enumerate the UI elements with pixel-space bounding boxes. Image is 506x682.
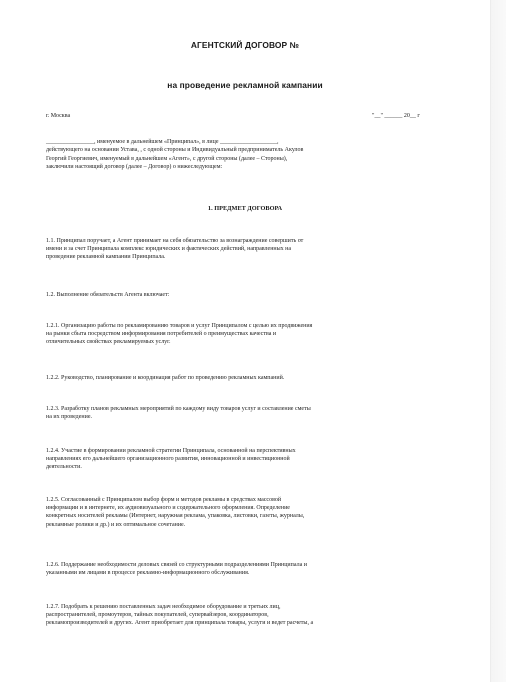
text-line: 1.2. Выполнение обязательств Агента включает:	[46, 292, 170, 298]
section-heading: 1. ПРЕДМЕТ ДОГОВОРА	[207, 205, 283, 212]
text-line: ________________, именуемое в дальнейшем «Принципал», в лице ___________________,	[46, 139, 279, 145]
text-line: конкретных носителей рекламы (Интернет, наружная реклама, упаковка, листовки, газеты, журналы,	[46, 513, 305, 520]
text-line: 1.2.6. Поддержание необходимости деловых связей со структурными подразделениями Принципала и	[46, 562, 307, 568]
text-line: действующего на основании Устава, , с одной стороны и Индивидуальный предприниматель Акулов	[46, 147, 304, 154]
clause-1-2-1	[46, 322, 458, 347]
text-line: рекламопроизводителей и других. Агент приобретает для принципала товары, услуги и ведет расчеты, а	[46, 620, 314, 627]
text-line: 1.2.1. Организацию работы по рекламированию товаров и услуг Принципалом с целью их продвижения	[46, 323, 313, 329]
document-city: г. Москва	[46, 113, 71, 119]
text-line: Георгий Георгиевич, именуемый в дальнейшем «Агент», с другой стороны (далее – Стороны),	[46, 155, 288, 162]
document-date: "__" ______ 20__ г	[372, 113, 420, 119]
clause-1-2-7	[46, 603, 458, 628]
text-line: на рынки сбыта посредством информирования потребителей о преимуществах качества и	[46, 331, 277, 338]
document-title: АГЕНТСКИЙ ДОГОВОР №	[190, 40, 300, 50]
text-line: 1.2.4. Участие в формировании рекламной стратегии Принципала, основанной на перспективных	[46, 448, 296, 454]
clause-1-2-2	[46, 374, 458, 382]
page-edge	[490, 0, 506, 682]
clause-1-2-6	[46, 561, 458, 577]
text-line: информации и в интернете, их аудиовизуального и содержательного оформления. Определение	[46, 505, 290, 512]
clause-1-2-5	[46, 496, 458, 529]
text-line: 1.2.2. Руководство, планирование и координация работ по проведению рекламных кампаний.	[46, 375, 285, 381]
parties-paragraph	[46, 138, 456, 172]
text-line: заключили настоящий договор (далее – Договор) о нижеследующем:	[46, 164, 223, 171]
text-line: указанными им лицами в процессе рекламно-информационного обслуживания.	[46, 570, 250, 577]
text-line: отличительных свойствах рекламируемых услуг.	[46, 339, 171, 346]
text-line: имени и за счет Принципала комплекс юридических и фактических действий, направленных на	[46, 246, 292, 253]
clause-1-2	[46, 291, 458, 299]
text-line: рекламные ролики и др.) и их оптимальное сочетание.	[46, 521, 186, 528]
text-line: распространителей, промоутеров, тайных покупателей, супервайзеров, координаторов,	[46, 612, 269, 619]
text-line: деятельности.	[46, 464, 82, 471]
text-line: 1.2.7. Подобрать к решению поставленных задач необходимое оборудование и третьих лиц,	[46, 604, 281, 610]
clause-1-2-3	[46, 405, 458, 421]
text-line: проведение рекламной кампании Принципала.	[46, 254, 166, 261]
text-line: 1.2.5. Согласованный с Принципалом выбор форм и методов рекламы в средствах массовой	[46, 497, 282, 503]
text-line: 1.2.3. Разработку планов рекламных мероприятий по каждому виду товаров услуг и составление сметы	[46, 406, 311, 412]
clause-1-2-4	[46, 447, 458, 472]
text-line: 1.1. Принципал поручает, а Агент принимает на себя обязательство за вознаграждение совершить от	[46, 238, 304, 244]
text-line: на их проведение.	[46, 414, 92, 421]
document-subtitle: на проведение рекламной кампании	[167, 80, 323, 90]
clause-1-1	[46, 237, 458, 262]
text-line: направлениях его дальнейшего организационного развития, инновационной и инвестиционной	[46, 456, 290, 463]
